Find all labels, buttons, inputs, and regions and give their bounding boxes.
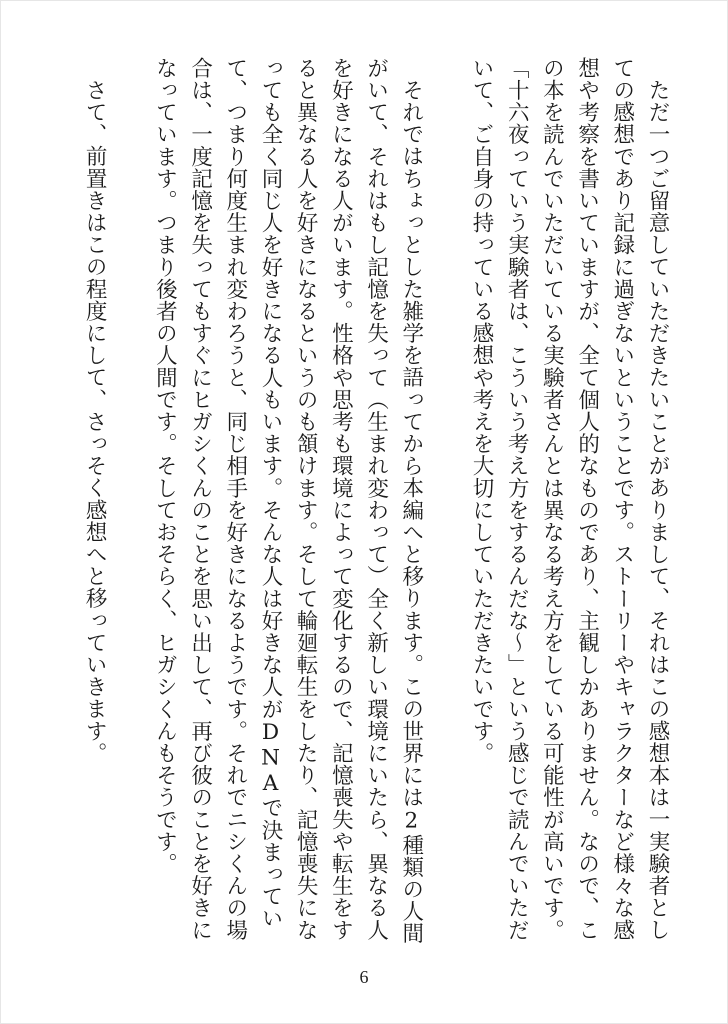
paragraph-spacer	[429, 57, 464, 957]
vertical-text-body	[35, 57, 675, 957]
paragraph-spacer	[112, 57, 147, 957]
page-number: 6	[359, 967, 369, 987]
paragraph-transition: さて、前置きはこの程度にして、さっそく感想へと移っていきます。	[82, 78, 108, 764]
paragraph-disclaimer: ただ一つご留意していただきたいことがありまして、それはこの感想本は一実験者としての感想であり記録に過ぎないということです。ストーリーやキャラクターなど様々な感想や考察を書いていますが、全て個人的なものであり、主観しかありません。なので、この本を読んでいただいている実験者さんとは異なる考え方をしている可能性が高いです。「十六夜っていう実験者は、こういう考え方をするんだな〜」という感じで読んでいただいて、ご自身の持っている感想や考えを大切にしていただきたいです。	[468, 57, 670, 941]
paragraph-trivia: それではちょっとした雑学を語ってから本編へと移ります。この世界には2種類の人間がいて、それはもし記憶を失って（生まれ変わって）全く新しい環境にいたら、異なる人を好きになる人がいます。性格や思考も環境によって変化するので、記憶喪失や転生をすると異なる人を好きになるというのも頷けます。そして輪廻転生をしたり、記憶喪失になっても全く同じ人を好きになる人もいます。そんな人は好きな人がDNAで決まっていて、つまり何度生まれ変わろうと、同じ相手を好きになるようです。それでニシくんの場合は、一度記憶を失ってもすぐにヒガシくんのことを思い出して、再び彼のことを好きになっています。つまり後者の人間です。そしておそらく、ヒガシくんもそうです。	[152, 57, 424, 944]
